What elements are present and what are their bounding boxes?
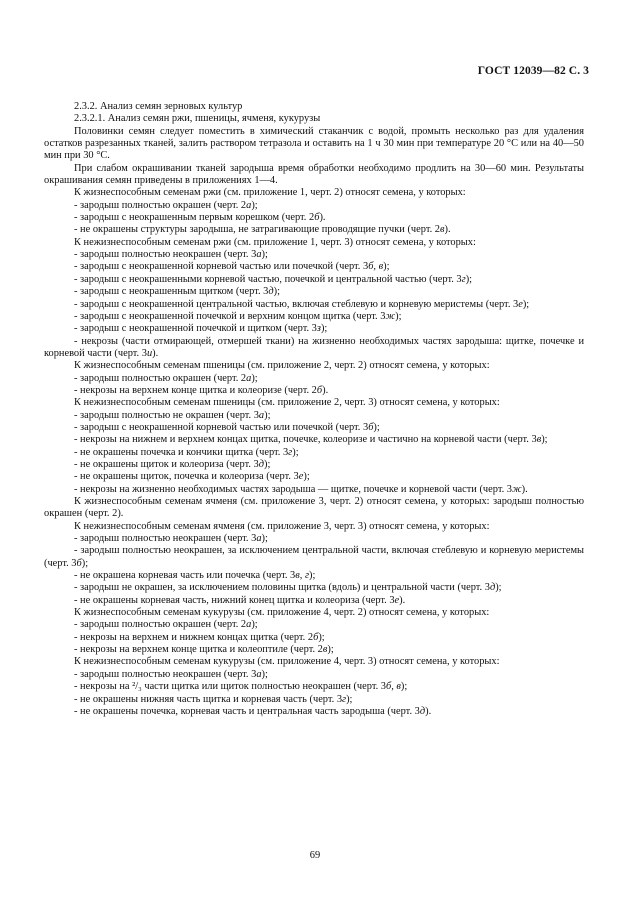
paragraph-tail: );: [373, 421, 380, 433]
list-item: [44, 224, 584, 236]
paragraph-tail: );: [251, 619, 258, 631]
paragraph-text: - зародыш с неокрашенными корневой частью, почечкой и центральной частью (черт. 3: [74, 273, 462, 285]
list-item: [44, 582, 584, 594]
list-item: [44, 385, 584, 397]
paragraph-tail: );: [292, 446, 299, 458]
paragraph-tail: );: [395, 310, 402, 322]
paragraph-text: К жизнеспособным семенам ржи (см. приложение 1, черт. 2) относят семена, у которых:: [74, 187, 466, 199]
figure-ref: в, г: [295, 570, 309, 582]
list-item: [44, 484, 584, 496]
list-item: [44, 249, 584, 261]
paragraph-tail: );: [309, 570, 316, 582]
list-item: [44, 373, 584, 385]
figure-ref: е: [394, 594, 400, 606]
paragraph-tail: ).: [322, 384, 329, 396]
paragraph-text: - некрозы на верхнем и нижнем концах щитка (черт. 2: [74, 631, 314, 643]
figure-ref: а: [258, 409, 265, 421]
paragraph-text: К жизнеспособным семенам ячменя (см. приложение 3, черт. 2) относят семена, у которых: зародыш полностью окрашен (черт. 2).: [44, 496, 584, 520]
paragraph-text: - некрозы на ²/₃ части щитка или щиток полностью неокрашен (черт. 3: [74, 681, 386, 693]
paragraph-tail: );: [541, 434, 548, 446]
paragraph-tail: );: [346, 693, 353, 705]
figure-ref: а: [246, 199, 252, 211]
list-item: [44, 200, 584, 212]
figure-ref: а: [256, 533, 262, 545]
paragraph-tail: );: [264, 409, 271, 421]
paragraph-text: - не окрашены нижняя часть щитка и корневая часть (черт. 3: [74, 693, 343, 705]
page-header: ГОСТ 12039—82 С. 3: [477, 65, 589, 77]
paragraph-text: - зародыш полностью неокрашен, за исключением центральной части, включая стеблевую и корневую меристемы (черт. 3: [44, 545, 584, 569]
paragraph: [44, 397, 584, 409]
paragraph-text: - зародыш полностью окрашен (черт. 2: [74, 619, 247, 631]
figure-ref: и: [146, 347, 153, 359]
paragraph-tail: );: [320, 323, 328, 335]
paragraph-text: 2.3.2. Анализ семян зерновых культур: [74, 101, 243, 112]
paragraph-text: К нежизнеспособным семенам ржи (см. приложение 1, черт. 3) относят семена, у которых:: [74, 236, 476, 248]
paragraph: [44, 521, 584, 533]
paragraph-text: - зародыш с неокрашенной центральной частью, включая стеблевую и корневую меристемы (черт. 3: [74, 298, 519, 310]
list-item: [44, 261, 584, 273]
list-item: [44, 595, 584, 607]
paragraph-text: - зародыш с неокрашенным первым корешком (черт. 2: [74, 212, 315, 224]
paragraph: [44, 101, 584, 113]
paragraph-text: К нежизнеспособным семенам ячменя (см. приложение 3, черт. 3) относят семена, у которых:: [74, 520, 490, 532]
list-item: [44, 632, 584, 644]
paragraph-text: - зародыш с неокрашенной корневой частью или почечкой (черт. 3: [74, 421, 369, 433]
paragraph-text: При слабом окрашивании тканей зародыша время обработки необходимо продлить на 30—60 мин. Результаты окрашивания семян приведены в приложениях 1—4.: [44, 162, 584, 187]
paragraph-text: - зародыш с неокрашенной почечкой и щитком (черт. 3: [74, 323, 317, 335]
paragraph-tail: );: [383, 261, 390, 273]
figure-ref: г: [461, 273, 466, 285]
list-item: [44, 694, 584, 706]
paragraph-text: - не окрашена корневая часть или почечка (черт. 3: [74, 570, 296, 582]
figure-ref: е: [518, 298, 523, 310]
list-item: [44, 410, 584, 422]
figure-ref: г: [342, 693, 347, 705]
paragraph-tail: );: [261, 533, 268, 545]
paragraph-text: - некрозы на верхнем конце щитка и колеоризе (черт. 2: [74, 384, 317, 396]
figure-ref: з: [316, 323, 321, 335]
figure-ref: в: [322, 644, 328, 656]
paragraph: [44, 656, 584, 668]
figure-ref: в: [439, 224, 445, 236]
list-item: [44, 286, 584, 298]
paragraph-text: К жизнеспособным семенам кукурузы (см. приложение 4, черт. 2) относят семена, у которых:: [74, 607, 490, 619]
paragraph-tail: );: [465, 273, 473, 285]
paragraph-text: - не окрашены щиток и колеориза (черт. 3: [74, 458, 259, 470]
paragraph-text: Половинки семян следует поместить в химический стаканчик с водой, промыть несколько раз для удаления остатков разрезанных тканей, залить раствором тетразола и оставить на 1 ч 30 мин при температуре 20 °С или на 40—50 мин при 30 °С.: [44, 125, 584, 162]
paragraph-text: К нежизнеспособным семенам пшеницы (см. приложение 2, черт. 3) относят семена, у которых:: [74, 397, 500, 409]
paragraph-text: К жизнеспособным семенам пшеницы (см. приложение 2, черт. 2) относят семена, у которых:: [74, 360, 490, 372]
list-item: [44, 323, 584, 335]
list-item: [44, 706, 584, 718]
paragraph-tail: );: [522, 298, 530, 310]
list-item: [44, 336, 584, 361]
paragraph-tail: );: [261, 668, 268, 680]
paragraph-text: - зародыш с неокрашенным щитком (черт. 3: [74, 286, 269, 298]
paragraph-tail: );: [400, 681, 408, 693]
paragraph-text: - зародыш полностью неокрашен (черт. 3: [74, 249, 257, 261]
list-item: [44, 644, 584, 656]
paragraph-text: - зародыш полностью не окрашен (черт. 3: [74, 409, 259, 421]
paragraph-tail: );: [261, 249, 268, 261]
paragraph-text: - зародыш с неокрашенной почечкой и верхним концом щитка (черт. 3: [74, 310, 386, 322]
paragraph-text: К нежизнеспособным семенам кукурузы (см. приложение 4, черт. 3) относят семена, у которых:: [74, 656, 500, 668]
paragraph-tail: ).: [152, 347, 159, 359]
paragraph-tail: );: [81, 557, 89, 569]
figure-ref: б, в: [368, 261, 384, 273]
figure-ref: б: [76, 557, 82, 569]
paragraph-text: - зародыш не окрашен, за исключением половины щитка (вдоль) и центральной части (черт. 3: [74, 582, 490, 594]
list-item: [44, 669, 584, 681]
list-item: [44, 212, 584, 224]
paragraph-text: - зародыш полностью окрашен (черт. 2: [74, 372, 247, 384]
paragraph-text: - не окрашены структуры зародыша, не затрагивающие проводящие пучки (черт. 2: [74, 224, 440, 236]
paragraph-text: - зародыш полностью окрашен (черт. 2: [74, 199, 247, 211]
figure-ref: г: [288, 446, 293, 458]
figure-ref: д: [268, 286, 274, 298]
paragraph-tail: );: [327, 644, 334, 656]
document-body: [44, 101, 584, 718]
paragraph-tail: );: [264, 458, 271, 470]
paragraph-text: - не окрашены почечка и кончики щитка (черт. 3: [74, 446, 289, 458]
list-item: [44, 545, 584, 570]
list-item: [44, 570, 584, 582]
list-item: [44, 422, 584, 434]
paragraph-text: - не окрашены щиток, почечка и колеориза (черт. 3: [74, 471, 299, 483]
paragraph-tail: ).: [521, 483, 528, 495]
paragraph-text: - некрозы на нижнем и верхнем концах щитка, почечке, колеоризе и частично на корневой части (черт. 3: [74, 434, 537, 446]
paragraph-tail: );: [251, 372, 258, 384]
figure-ref: а: [246, 372, 252, 384]
paragraph: [44, 187, 584, 199]
paragraph: [44, 126, 584, 163]
list-item: [44, 274, 584, 286]
paragraph-tail: );: [495, 582, 502, 594]
paragraph: [44, 163, 584, 188]
paragraph: [44, 113, 584, 125]
paragraph-text: - зародыш полностью неокрашен (черт. 3: [74, 668, 257, 680]
paragraph-tail: );: [303, 471, 310, 483]
paragraph: [44, 237, 584, 249]
list-item: [44, 299, 584, 311]
paragraph: [44, 360, 584, 372]
figure-ref: е: [298, 471, 304, 483]
list-item: [44, 434, 584, 446]
paragraph-tail: ).: [425, 705, 432, 717]
figure-ref: б: [313, 631, 319, 643]
figure-ref: б: [314, 212, 320, 224]
list-item: [44, 619, 584, 631]
figure-ref: д: [489, 582, 496, 594]
paragraph-tail: );: [273, 286, 280, 298]
paragraph-text: 2.3.2.1. Анализ семян ржи, пшеницы, ячменя, кукурузы: [74, 113, 321, 125]
figure-ref: б: [368, 421, 374, 433]
paragraph-tail: ).: [399, 594, 406, 606]
figure-ref: д: [258, 458, 265, 470]
figure-ref: ж: [511, 483, 522, 495]
paragraph: [44, 607, 584, 619]
figure-ref: ж: [385, 310, 396, 322]
paragraph-tail: );: [251, 199, 258, 211]
figure-ref: а: [256, 668, 262, 680]
paragraph-tail: ).: [444, 224, 451, 236]
figure-ref: в: [536, 434, 542, 446]
paragraph-tail: );: [318, 631, 325, 643]
list-item: [44, 311, 584, 323]
figure-ref: б, в: [385, 681, 401, 693]
figure-ref: а: [246, 619, 252, 631]
page-number: 69: [309, 850, 321, 861]
paragraph-text: - некрозы (части отмирающей, отмершей ткани) на жизненно необходимых частях зародыша: щитке, почечке и корневой части (черт. 3: [44, 335, 584, 359]
figure-ref: б: [316, 384, 323, 396]
paragraph-text: - зародыш с неокрашенной корневой частью или почечкой (черт. 3: [74, 261, 369, 273]
paragraph-tail: ).: [319, 212, 326, 224]
list-item: [44, 533, 584, 545]
paragraph-text: - некрозы на верхнем конце щитка и колеоптиле (черт. 2: [74, 644, 323, 656]
list-item: [44, 681, 584, 693]
paragraph-text: - не окрашены почечка, корневая часть и центральная часть зародыша (черт. 3: [74, 705, 420, 717]
list-item: [44, 459, 584, 471]
list-item: [44, 471, 584, 483]
list-item: [44, 447, 584, 459]
paragraph-text: - некрозы на жизненно необходимых частях зародыша — щитке, почечке и корневой части (черт. 3: [74, 483, 512, 495]
figure-ref: а: [256, 249, 262, 261]
paragraph-text: - зародыш полностью неокрашен (черт. 3: [74, 533, 257, 545]
paragraph: [44, 496, 584, 521]
paragraph-text: - не окрашены корневая часть, нижний конец щитка и колеориза (черт. 3: [74, 594, 395, 606]
figure-ref: д: [419, 705, 426, 717]
